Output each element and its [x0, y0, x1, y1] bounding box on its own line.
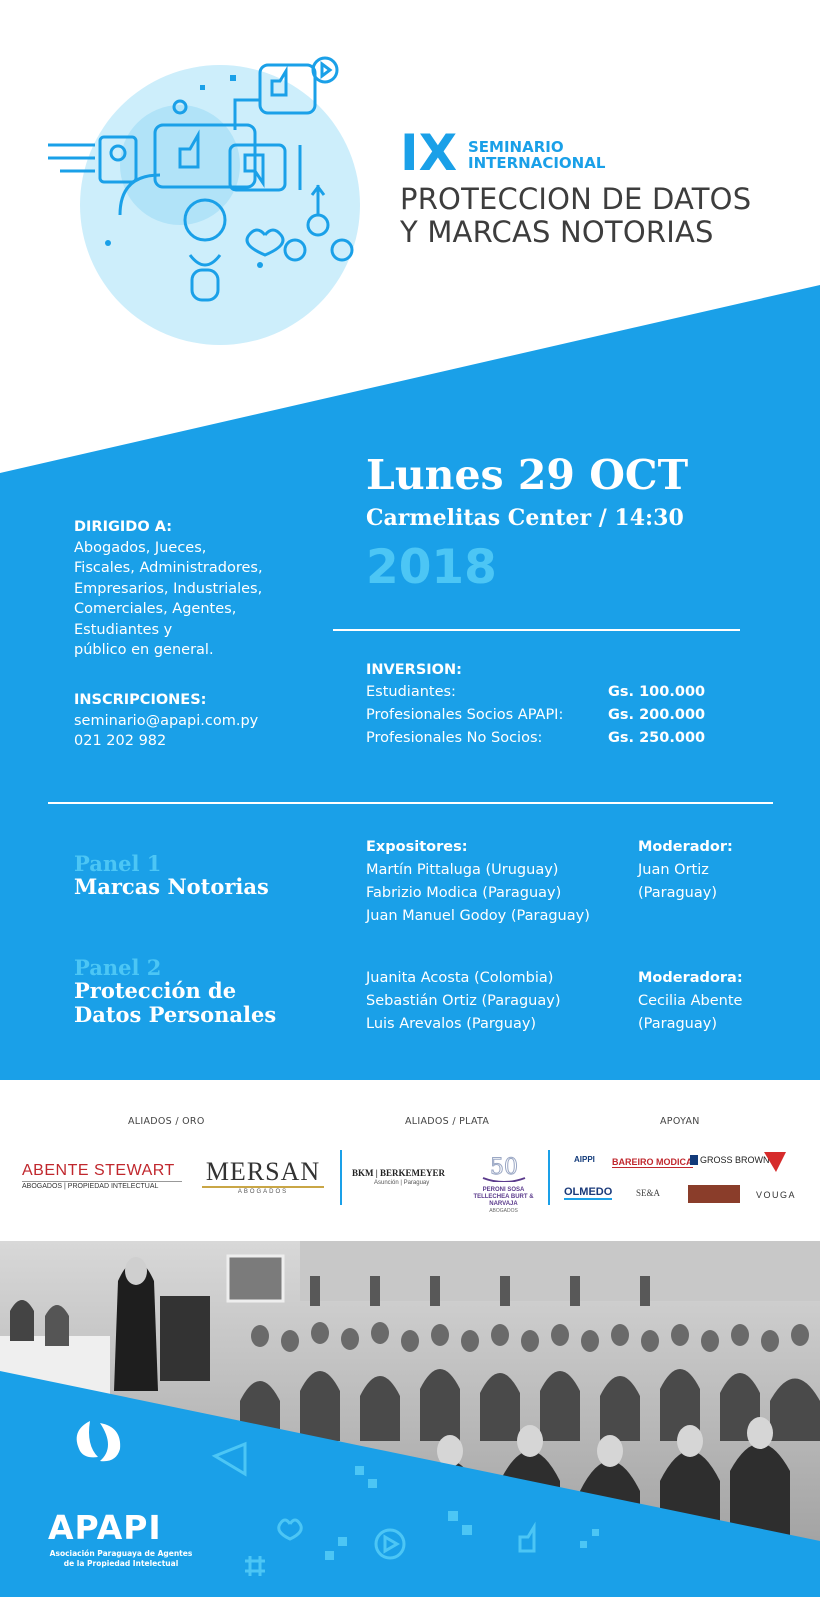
- logo-name: ABENTE STEWART: [22, 1162, 175, 1179]
- audience-line: Empresarios, Industriales,: [74, 580, 263, 597]
- event-year: 2018: [366, 540, 497, 595]
- divider-top: [333, 629, 740, 631]
- logo-sub: Asunción | Paraguay: [374, 1180, 430, 1186]
- apapi-fullname: [46, 1549, 196, 1569]
- logo-vouga[interactable]: VOUGA: [756, 1190, 797, 1200]
- logo-dark-red-badge[interactable]: [688, 1185, 740, 1203]
- sponsor-divider: [548, 1150, 550, 1205]
- investment-name: Estudiantes:: [366, 684, 456, 700]
- investment-price: Gs. 200.000: [608, 707, 706, 723]
- investment-row: [366, 681, 746, 704]
- speaker: Martín Pittaluga (Uruguay): [366, 862, 559, 878]
- panel-2-heading: [74, 957, 334, 1027]
- event-venue-time: Carmelitas Center / 14:30: [366, 505, 684, 531]
- logo-olmedo[interactable]: OLMEDO: [564, 1186, 613, 1198]
- apapi-wordmark: APAPI: [48, 1508, 162, 1547]
- anniversary-50-icon: [479, 1152, 529, 1182]
- investment-name: Profesionales No Socios:: [366, 730, 543, 746]
- seminar-line-1: SEMINARIO: [468, 138, 564, 156]
- logo-name: MERSAN: [205, 1157, 321, 1186]
- panel-1-heading: [74, 853, 334, 899]
- sponsors-gold-label: ALIADOS / ORO: [128, 1116, 205, 1127]
- logo-name: PERONI SOSA TELLECHEA BURT & NARVAJA: [473, 1187, 534, 1207]
- logo-sub: ABOGADOS: [202, 1186, 324, 1195]
- panel-title: Protección de: [74, 978, 237, 1003]
- registration-block: [74, 690, 314, 752]
- speaker: Juanita Acosta (Colombia): [366, 970, 554, 986]
- apapi-fullname-line-1: Asociación Paraguaya de Agentes: [49, 1549, 193, 1558]
- speakers-label: Expositores:: [366, 839, 468, 855]
- audience-line: Estudiantes y: [74, 621, 173, 638]
- logo-berkemeyer[interactable]: [352, 1168, 457, 1186]
- sponsors-support-label: APOYAN: [660, 1116, 700, 1127]
- investment-label: INVERSION:: [366, 662, 462, 678]
- logo-sub: ABOGADOS | PROPIEDAD INTELECTUAL: [22, 1181, 182, 1190]
- edition-number: IX: [400, 124, 458, 182]
- registration-label: INSCRIPCIONES:: [74, 692, 207, 708]
- logo-aippi[interactable]: AIPPI: [574, 1155, 595, 1164]
- logo-peroni-sosa[interactable]: [466, 1152, 541, 1214]
- sponsors-silver-label: ALIADOS / PLATA: [405, 1116, 490, 1127]
- panel-1-speakers: [366, 836, 636, 928]
- registration-phone[interactable]: 021 202 982: [74, 733, 167, 749]
- registration-email[interactable]: seminario@apapi.com.py: [74, 712, 259, 729]
- apapi-fullname-line-2: de la Propiedad Intelectual: [63, 1559, 179, 1568]
- speaker: Juan Manuel Godoy (Paraguay): [366, 908, 590, 924]
- investment-row: [366, 704, 746, 727]
- panel-2-speakers: [366, 967, 636, 1036]
- moderator-country: (Paraguay): [638, 885, 717, 901]
- moderator-label: Moderadora:: [638, 970, 743, 986]
- audience-line: público en general.: [74, 642, 214, 658]
- seminar-line-2: INTERNACIONAL: [468, 154, 606, 172]
- audience-label: DIRIGIDO A:: [74, 519, 172, 535]
- event-title-line-1: PROTECCION DE DATOS: [400, 182, 752, 216]
- event-title-line-2: Y MARCAS NOTORIAS: [400, 215, 714, 249]
- moderator-name: Juan Ortiz: [638, 862, 709, 878]
- speaker: Fabrizio Modica (Paraguay): [366, 885, 562, 901]
- divider-middle: [48, 802, 773, 804]
- event-title: [400, 183, 751, 249]
- logo-name: BKM | BERKEMEYER: [352, 1168, 445, 1178]
- moderator-country: (Paraguay): [638, 1016, 717, 1032]
- speaker: Luis Arevalos (Parguay): [366, 1016, 537, 1032]
- panel-title: Marcas Notorias: [74, 874, 269, 899]
- panel-number: Panel 2: [74, 955, 162, 980]
- audience-block: [74, 517, 314, 661]
- investment-price: Gs. 100.000: [608, 684, 706, 700]
- moderator-label: Moderador:: [638, 839, 733, 855]
- social-media-illustration: [40, 45, 380, 345]
- panel-title: Datos Personales: [74, 1002, 277, 1027]
- investment-row: [366, 727, 746, 750]
- sponsor-divider: [340, 1150, 342, 1205]
- panel-2-moderator: [638, 967, 778, 1036]
- investment-block: [366, 660, 746, 750]
- audience-line: Abogados, Jueces,: [74, 539, 207, 556]
- red-flag-icon: [764, 1152, 786, 1172]
- event-date: Lunes 29 OCT: [366, 451, 689, 499]
- panel-number: Panel 1: [74, 851, 162, 876]
- moderator-name: Cecilia Abente: [638, 993, 743, 1009]
- panel-1-moderator: [638, 836, 778, 905]
- speaker: Sebastián Ortiz (Paraguay): [366, 993, 561, 1009]
- logo-sea[interactable]: SE&A: [636, 1188, 661, 1198]
- logo-abente-stewart[interactable]: [22, 1162, 182, 1190]
- investment-price: Gs. 250.000: [608, 730, 706, 746]
- logo-gross-brown[interactable]: GROSS BROWN: [690, 1155, 770, 1165]
- svg-text:50: 50: [489, 1155, 518, 1180]
- logo-mersan[interactable]: [202, 1158, 324, 1195]
- audience-line: Fiscales, Administradores,: [74, 560, 263, 576]
- logo-bareiro-modica[interactable]: BAREIRO MODICA: [612, 1157, 693, 1167]
- investment-name: Profesionales Socios APAPI:: [366, 707, 564, 723]
- logo-sub: ABOGADOS: [489, 1208, 518, 1214]
- audience-line: Comerciales, Agentes,: [74, 601, 237, 617]
- seminar-label: [468, 139, 668, 171]
